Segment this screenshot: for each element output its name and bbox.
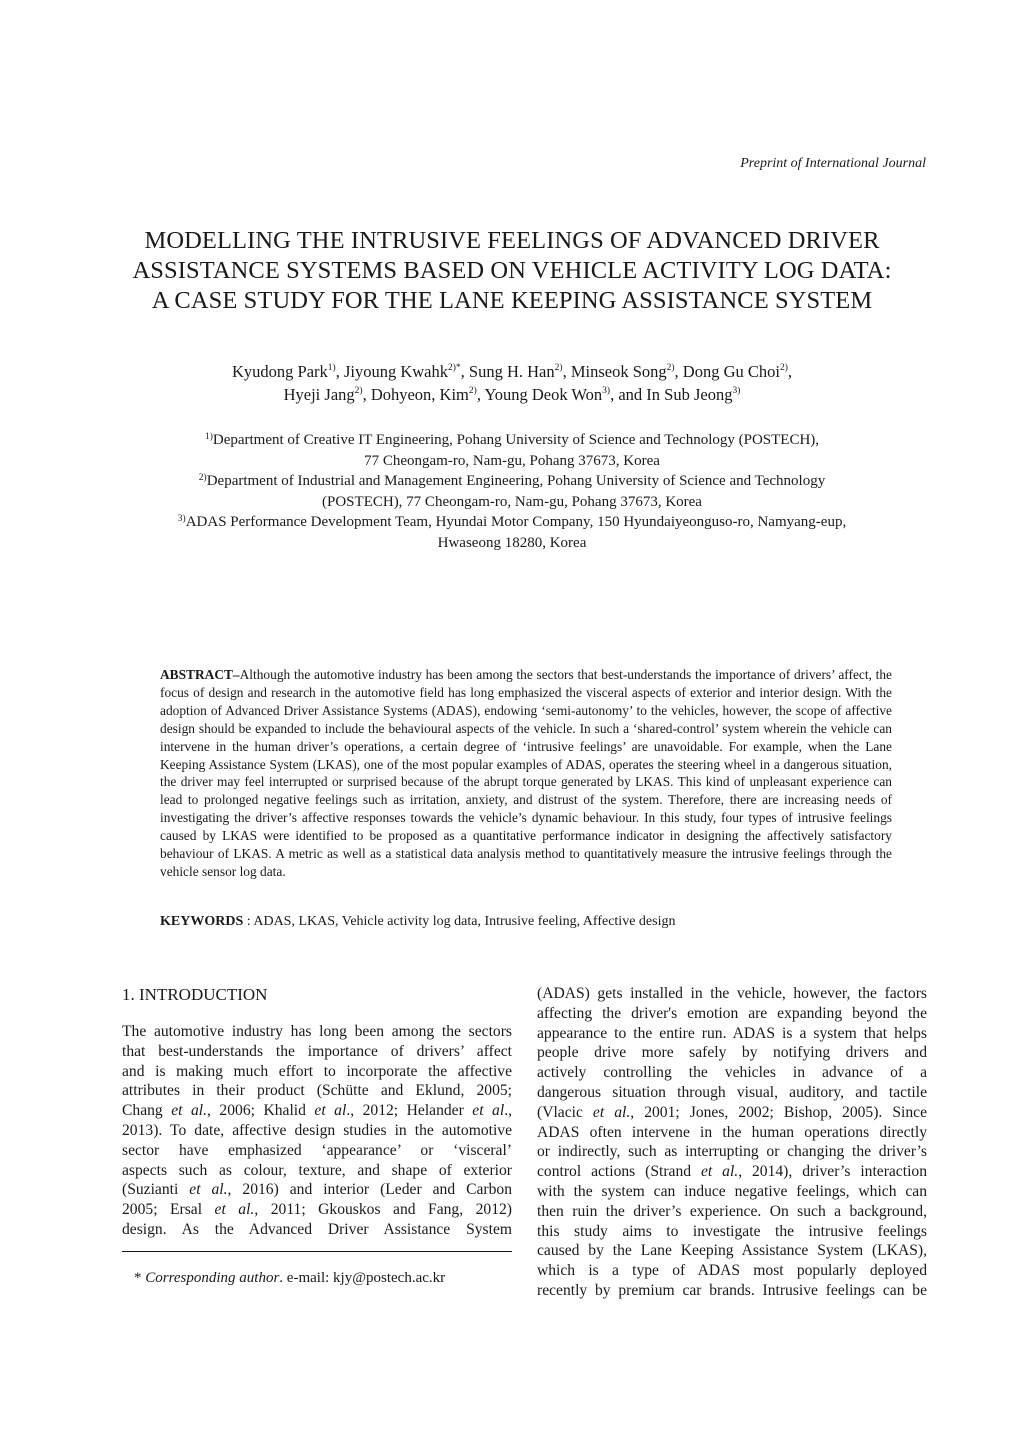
body-line: (Suzianti et al., 2016) and interior (Leder and Carbon bbox=[122, 1181, 512, 1199]
body-line: 2013). To date, affective design studies in the automotive bbox=[122, 1121, 512, 1139]
body-line: (ADAS) gets installed in the vehicle, however, the factors bbox=[537, 985, 927, 1002]
body-column-left bbox=[122, 984, 512, 1240]
paper-title bbox=[100, 226, 924, 316]
title-line: MODELLING THE INTRUSIVE FEELINGS OF ADVANCED DRIVER bbox=[144, 227, 880, 254]
body-line: aspects such as colour, texture, and shape of exterior bbox=[122, 1161, 512, 1179]
keywords-text: : ADAS, LKAS, Vehicle activity log data, Intrusive feeling, Affective design bbox=[243, 914, 676, 929]
body-column-right bbox=[537, 984, 927, 1301]
body-line: that best-understands the importance of drivers’ affect bbox=[122, 1042, 512, 1060]
abstract bbox=[160, 666, 892, 881]
section-heading: 1. INTRODUCTION bbox=[122, 985, 268, 1004]
body-line: then ruin the driver’s experience. On such a background, bbox=[537, 1202, 927, 1220]
body-line: with the system can induce negative feelings, which can bbox=[537, 1182, 927, 1200]
body-line: 2005; Ersal et al., 2011; Gkouskos and Fang, 2012) bbox=[122, 1201, 512, 1219]
body-line: actively controlling the vehicles in advance of a bbox=[537, 1064, 927, 1082]
keywords bbox=[160, 914, 892, 930]
body-line: attributes in their product (Schütte and Eklund, 2005; bbox=[122, 1082, 512, 1100]
abstract-text: Although the automotive industry has been among the sectors that best-understands the importance of drivers’ affect, the focus of design and research in the automotive field has long emphasized the visceral aspects of exterior and interior design. With the adoption of Advanced Driver Assistance Systems (ADAS), endowing ‘semi-autonomy’ to the vehicles, however, the scope of affective design should be expanded to include the behavioural aspects of the vehicle. In such a ‘shared-control’ system wherein the vehicle can intervene in the human driver’s operations, a certain degree of ‘intrusive feelings’ are unavoidable. For example, when the Lane Keeping Assistance System (LKAS), one of the most popular examples of ADAS, operates the steering wheel in a dangerous situation, the driver may feel interrupted or surprised because of the abrupt torque generated by LKAS. This kind of unpleasant experience can lead to prolonged negative feelings such as irritation, anxiety, and distrust of the system. Therefore, there are increasing needs of investigating the driver’s affective responses towards the vehicle’s dynamic behaviour. In this study, four types of intrusive feelings caused by LKAS were identified to be proposed as a quantitative performance indicator in designing the affectively satisfactory behaviour of LKAS. A metric as well as a statistical data analysis method to quantitatively measure the intrusive feelings through the vehicle sensor log data. bbox=[160, 667, 892, 879]
body-line: The automotive industry has long been among the sectors bbox=[122, 1023, 512, 1040]
body-line: and is making much effort to incorporate the affective bbox=[122, 1062, 512, 1080]
body-line: recently by premium car brands. Intrusive feelings can be bbox=[537, 1281, 927, 1299]
title-line: ASSISTANCE SYSTEMS BASED ON VEHICLE ACTIVITY LOG DATA: bbox=[132, 257, 892, 284]
body-line: sector have emphasized ‘appearance’ or ‘visceral’ bbox=[122, 1141, 512, 1159]
footnote: * Corresponding author. e-mail: kjy@postech.ac.kr bbox=[134, 1270, 446, 1286]
affiliation: $^{2)}$Department of Industrial and Management Engineering, Pohang University of Science and Technology (POSTECH), 77 Cheongam-ro, Nam-gu, Pohang 37673, Korea bbox=[198, 473, 826, 510]
body-line: (Vlacic et al., 2001; Jones, 2002; Bishop, 2005). Since bbox=[537, 1103, 927, 1121]
body-line: design. As the Advanced Driver Assistance System bbox=[122, 1220, 512, 1238]
body-line: control actions (Strand et al., 2014), driver’s interaction bbox=[537, 1163, 927, 1181]
body-line: which is a type of ADAS most popularly deployed bbox=[537, 1262, 927, 1280]
body-line: appearance to the entire run. ADAS is a system that helps bbox=[537, 1024, 927, 1042]
footnote-divider bbox=[122, 1251, 512, 1252]
author-list bbox=[100, 360, 924, 406]
affiliations bbox=[110, 430, 914, 553]
body-line: dangerous situation through visual, auditory, and tactile bbox=[537, 1083, 927, 1101]
affiliation: $^{3)}$ADAS Performance Development Team, Hyundai Motor Company, 150 Hyundaiyeonguso-ro, Namyang-eup, Hwaseong 18280, Korea bbox=[177, 514, 847, 551]
affiliation: $^{1)}$Department of Creative IT Engineering, Pohang University of Science and Technology (POSTECH), 77 Cheongam-ro, Nam-gu, Pohang 37673, Korea bbox=[204, 432, 820, 469]
keywords-label: KEYWORDS bbox=[160, 914, 244, 929]
body-line: Chang et al., 2006; Khalid et al., 2012; Helander et al., bbox=[122, 1102, 512, 1120]
body-line: caused by the Lane Keeping Assistance System (LKAS), bbox=[537, 1242, 927, 1260]
body-line: people drive more safely by notifying drivers and bbox=[537, 1044, 927, 1062]
body-line: or indirectly, such as interrupting or changing the driver’s bbox=[537, 1143, 927, 1161]
body-line: ADAS often intervene in the human operations directly bbox=[537, 1123, 927, 1141]
author-line: Kyudong Park$^{1)}$, Jiyoung Kwahk$^{2)*}$, Sung H. Han$^{2)}$, Minseok Song$^{2)}$, Dong Gu Choi$^{2)}$, bbox=[231, 362, 793, 381]
title-line: A CASE STUDY FOR THE LANE KEEPING ASSISTANCE SYSTEM bbox=[151, 287, 873, 314]
abstract-label: ABSTRACT– bbox=[160, 667, 240, 682]
body-line: affecting the driver's emotion are expanding beyond the bbox=[537, 1004, 927, 1022]
running-header: Preprint of International Journal bbox=[740, 156, 926, 171]
author-line: Hyeji Jang$^{2)}$, Dohyeon, Kim$^{2)}$, Young Deok Won$^{3)}$, and In Sub Jeong$^{3)}$ bbox=[283, 385, 741, 404]
body-line: this study aims to investigate the intrusive feelings bbox=[537, 1222, 927, 1240]
